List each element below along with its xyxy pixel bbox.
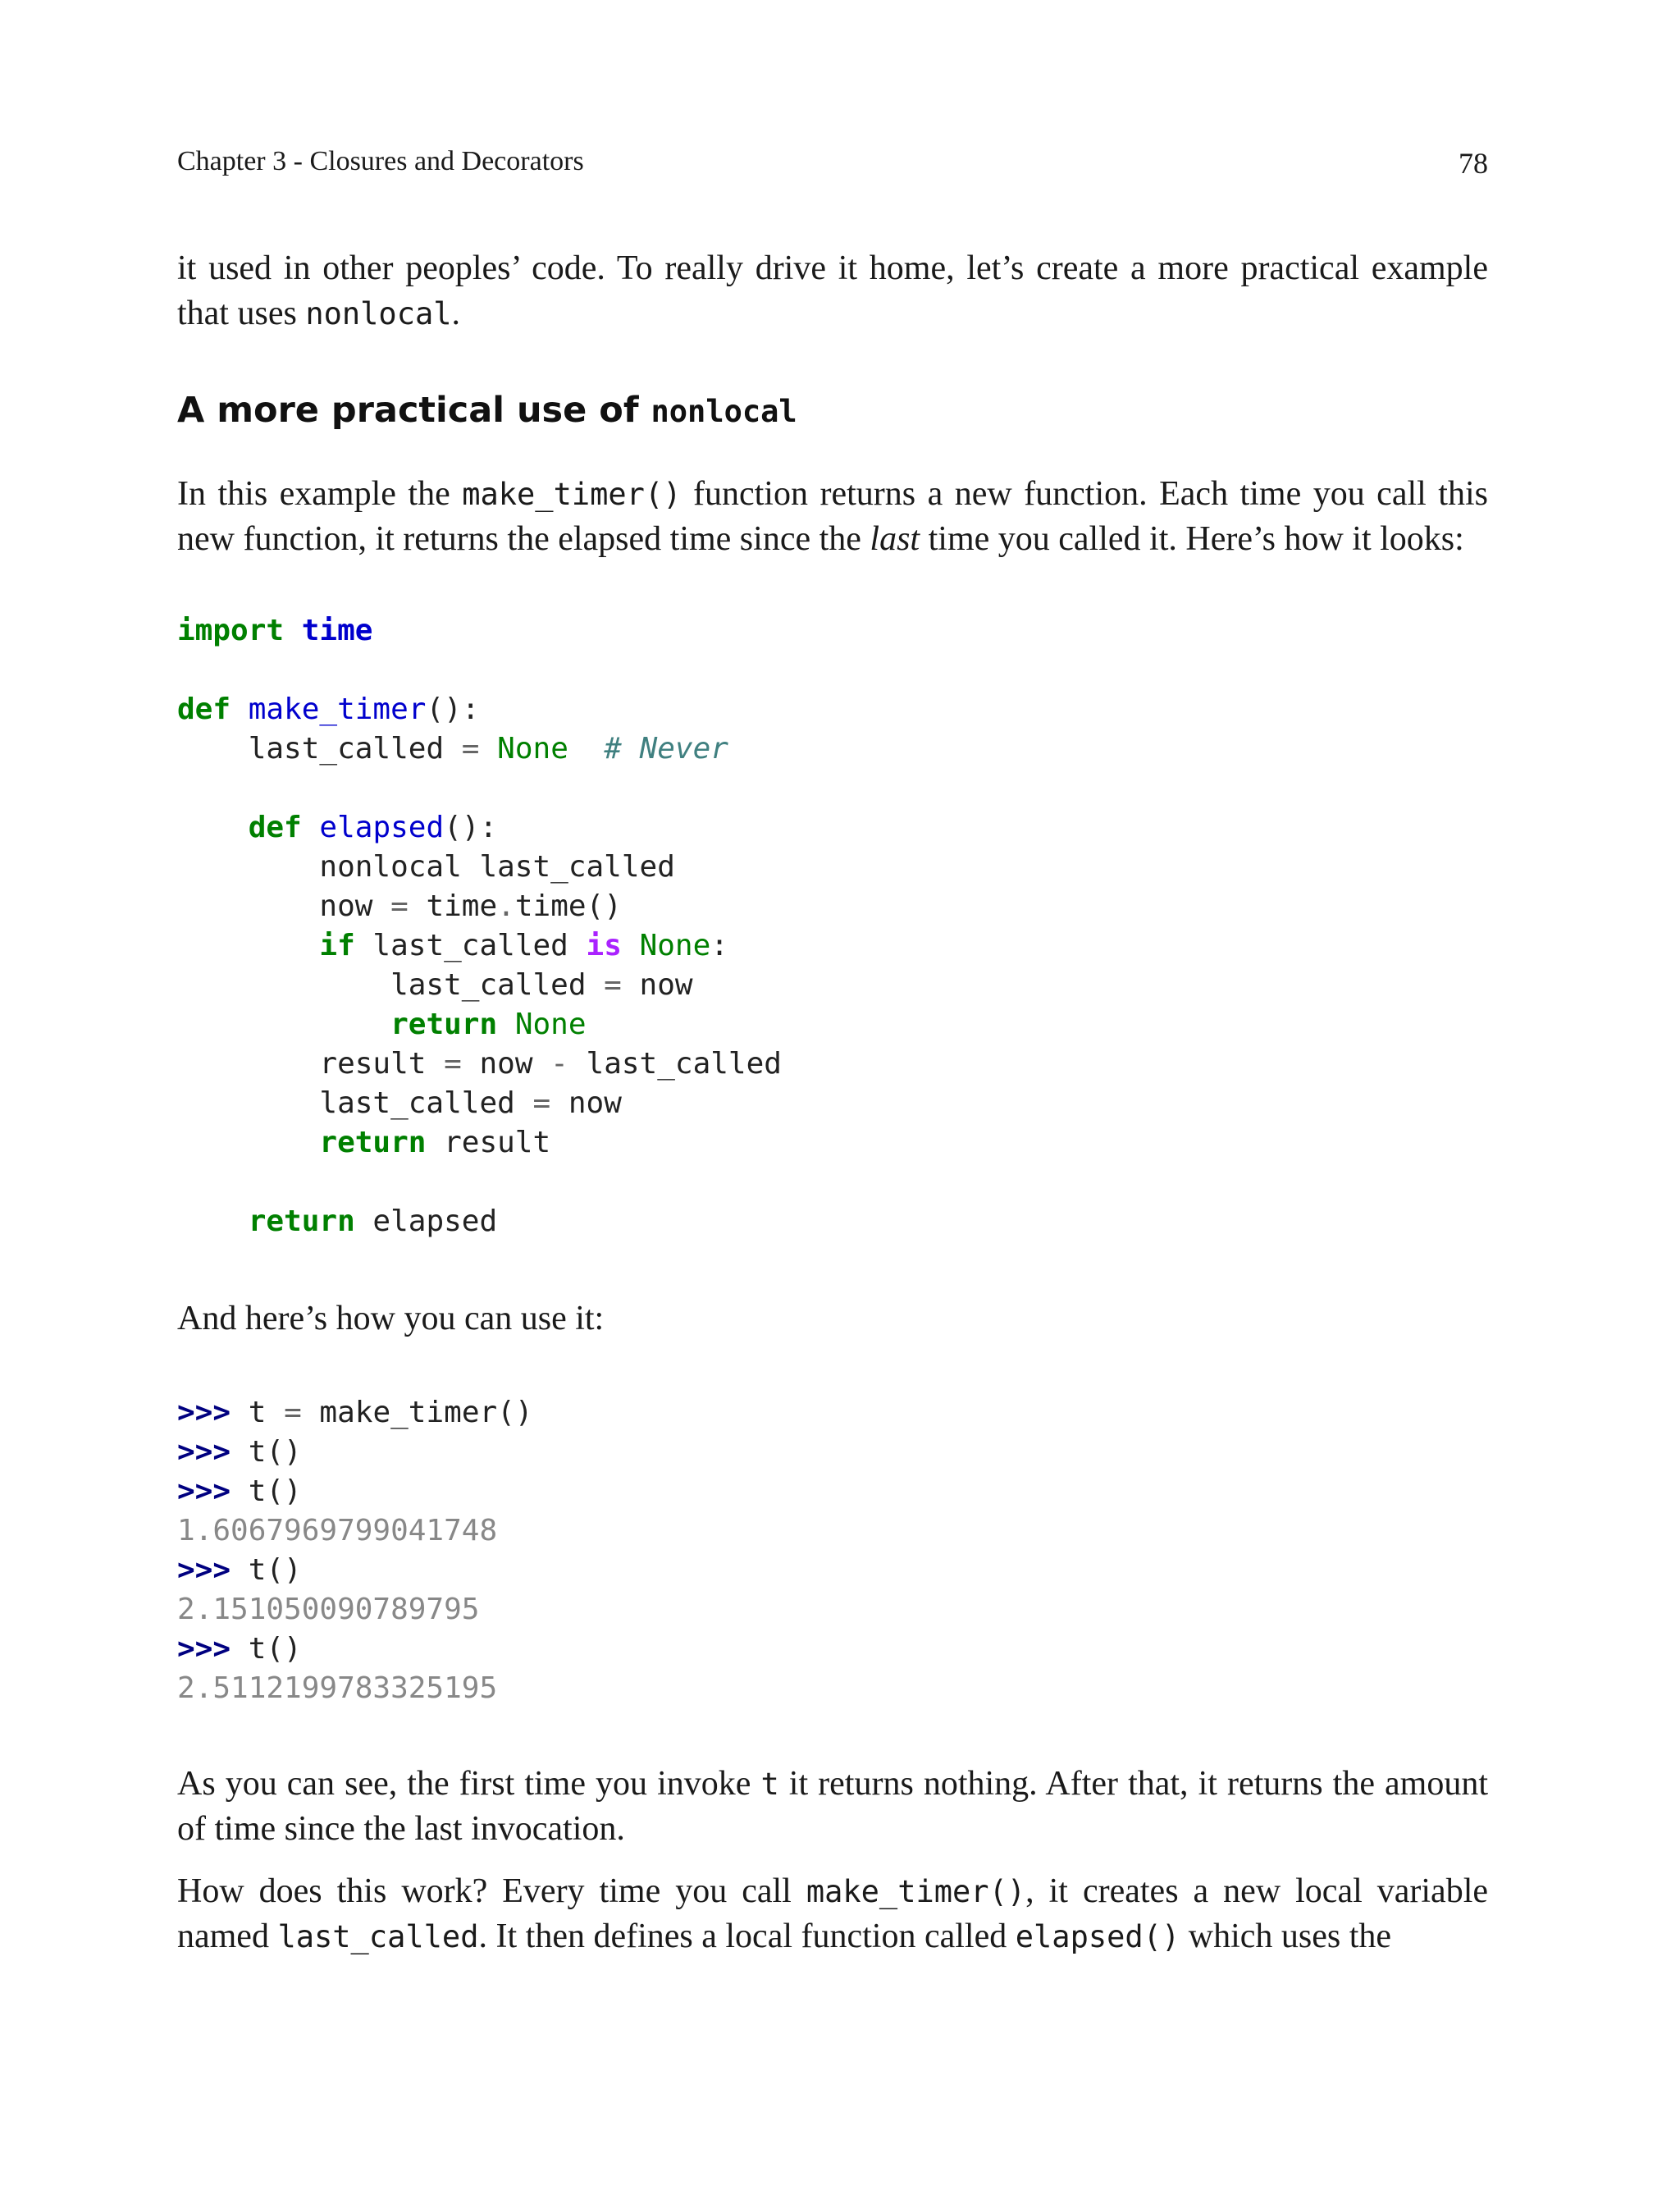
code-line-blank bbox=[177, 1163, 782, 1202]
code-keyword: if bbox=[319, 929, 355, 962]
code-text: result bbox=[177, 1047, 445, 1081]
code-text: last_called bbox=[248, 732, 462, 766]
code-indent bbox=[177, 929, 319, 962]
code-builtin: None bbox=[639, 929, 711, 962]
code-line bbox=[177, 1005, 782, 1045]
code-text: elapsed bbox=[354, 1204, 498, 1238]
code-text: now bbox=[550, 1086, 622, 1120]
code-operator: = bbox=[604, 968, 622, 1002]
code-keyword: return bbox=[319, 1126, 427, 1159]
code-module: time bbox=[301, 614, 373, 647]
paragraph-explanation bbox=[177, 472, 1488, 562]
code-operator: = bbox=[390, 889, 409, 923]
inline-code-make-timer: make_timer() bbox=[806, 1874, 1026, 1909]
inline-code-t: t bbox=[760, 1767, 779, 1802]
paragraph-how-it-works bbox=[177, 1869, 1488, 1959]
paragraph-result-explanation bbox=[177, 1762, 1488, 1852]
inline-code-last-called: last_called bbox=[277, 1919, 479, 1954]
section-heading-code: nonlocal bbox=[651, 394, 797, 429]
code-block-repl bbox=[177, 1393, 533, 1708]
section-heading bbox=[177, 386, 797, 437]
running-header bbox=[177, 146, 1488, 185]
repl-prompt: >>> bbox=[177, 1396, 231, 1429]
code-keyword: import bbox=[177, 614, 285, 647]
code-builtin: None bbox=[514, 1008, 587, 1041]
code-text: t bbox=[231, 1396, 285, 1429]
code-text: last_called bbox=[568, 1047, 782, 1081]
code-text: last_called bbox=[177, 1086, 533, 1120]
code-operator: - bbox=[550, 1047, 568, 1081]
code-line bbox=[177, 1084, 782, 1123]
chapter-title: Chapter 3 - Closures and Decorators bbox=[177, 146, 584, 176]
code-keyword: def bbox=[248, 811, 302, 844]
paragraph-usage-intro: And here’s how you can use it: bbox=[177, 1300, 605, 1337]
paragraph-text: time you called it. Here’s how it looks: bbox=[920, 520, 1464, 558]
code-operator: = bbox=[284, 1396, 302, 1429]
paragraph-text: As you can see, the first time you invoke bbox=[177, 1765, 761, 1803]
code-text: t() bbox=[231, 1553, 302, 1587]
code-line-blank bbox=[177, 769, 782, 808]
repl-output: 2.151050090789795 bbox=[177, 1593, 480, 1626]
repl-line bbox=[177, 1630, 533, 1669]
code-function-name: make_timer bbox=[248, 693, 427, 726]
code-line bbox=[177, 1045, 782, 1084]
intro-text-end: . bbox=[451, 295, 461, 332]
paragraph-text: which uses the bbox=[1180, 1918, 1392, 1955]
inline-code-elapsed: elapsed() bbox=[1015, 1919, 1180, 1954]
code-text: time bbox=[408, 889, 498, 923]
code-operator: = bbox=[444, 1047, 462, 1081]
code-line bbox=[177, 926, 782, 966]
inline-code-nonlocal: nonlocal bbox=[305, 296, 452, 331]
paragraph-text: In this example the bbox=[177, 475, 463, 513]
repl-prompt: >>> bbox=[177, 1435, 231, 1469]
repl-prompt: >>> bbox=[177, 1474, 231, 1508]
repl-line bbox=[177, 1472, 533, 1511]
code-function-name: elapsed bbox=[319, 811, 445, 844]
repl-prompt: >>> bbox=[177, 1632, 231, 1666]
code-text: now bbox=[461, 1047, 551, 1081]
paragraph-text: How does this work? Every time you call bbox=[177, 1872, 806, 1910]
page-number: 78 bbox=[1459, 147, 1488, 180]
code-operator: . bbox=[497, 889, 515, 923]
repl-output: 1.6067969799041748 bbox=[177, 1514, 498, 1547]
code-line bbox=[177, 690, 782, 729]
code-line bbox=[177, 966, 782, 1005]
code-indent bbox=[177, 811, 249, 844]
code-line bbox=[177, 729, 782, 769]
emphasis-last: last bbox=[870, 520, 920, 558]
code-comment: # Never bbox=[604, 732, 728, 766]
code-text: t() bbox=[231, 1474, 302, 1508]
code-indent bbox=[177, 1126, 319, 1159]
code-text: make_timer() bbox=[301, 1396, 533, 1429]
code-text: time() bbox=[514, 889, 622, 923]
section-heading-text: A more practical use of bbox=[177, 390, 651, 431]
code-text: last_called bbox=[354, 929, 587, 962]
paragraph-text: , it creates a new local variable named bbox=[177, 1872, 1489, 1955]
code-text: (): bbox=[444, 811, 498, 844]
repl-output: 2.5112199783325195 bbox=[177, 1671, 498, 1705]
paragraph-text: . It then defines a local function called bbox=[478, 1918, 1016, 1955]
code-indent bbox=[177, 1008, 390, 1041]
intro-paragraph bbox=[177, 246, 1488, 336]
code-keyword: return bbox=[248, 1204, 355, 1238]
code-text: t() bbox=[231, 1435, 302, 1469]
code-indent bbox=[177, 732, 249, 766]
repl-prompt: >>> bbox=[177, 1553, 231, 1587]
paragraph-text: function returns a new function. Each time you call this new function, it returns the elapsed time since the bbox=[177, 475, 1488, 558]
code-operator-word: is bbox=[586, 929, 622, 962]
paragraph-text: it returns nothing. After that, it returns the amount of time since the last invocation. bbox=[177, 1765, 1489, 1848]
code-block-make-timer bbox=[177, 611, 782, 1241]
repl-line bbox=[177, 1433, 533, 1472]
code-indent bbox=[177, 1204, 249, 1238]
code-builtin: None bbox=[497, 732, 568, 766]
code-text: last_called bbox=[177, 968, 605, 1002]
code-text: (): bbox=[426, 693, 480, 726]
code-line bbox=[177, 887, 782, 926]
code-keyword: def bbox=[177, 693, 231, 726]
code-line bbox=[177, 611, 782, 651]
code-text: t() bbox=[231, 1632, 302, 1666]
code-line bbox=[177, 808, 782, 848]
code-line: nonlocal last_called bbox=[177, 850, 675, 884]
code-text: now bbox=[177, 889, 391, 923]
code-keyword: return bbox=[390, 1008, 498, 1041]
repl-line bbox=[177, 1393, 533, 1433]
code-line-blank bbox=[177, 651, 782, 690]
inline-code-make-timer: make_timer() bbox=[462, 477, 682, 512]
code-line bbox=[177, 1202, 782, 1241]
code-text: result bbox=[426, 1126, 551, 1159]
code-line bbox=[177, 1123, 782, 1163]
code-text: : bbox=[710, 929, 728, 962]
code-text: now bbox=[621, 968, 693, 1002]
repl-line bbox=[177, 1551, 533, 1590]
intro-text: it used in other peoples’ code. To really drive it home, let’s create a more practical example that uses bbox=[177, 249, 1488, 332]
code-operator: = bbox=[532, 1086, 551, 1120]
code-operator: = bbox=[461, 732, 480, 766]
